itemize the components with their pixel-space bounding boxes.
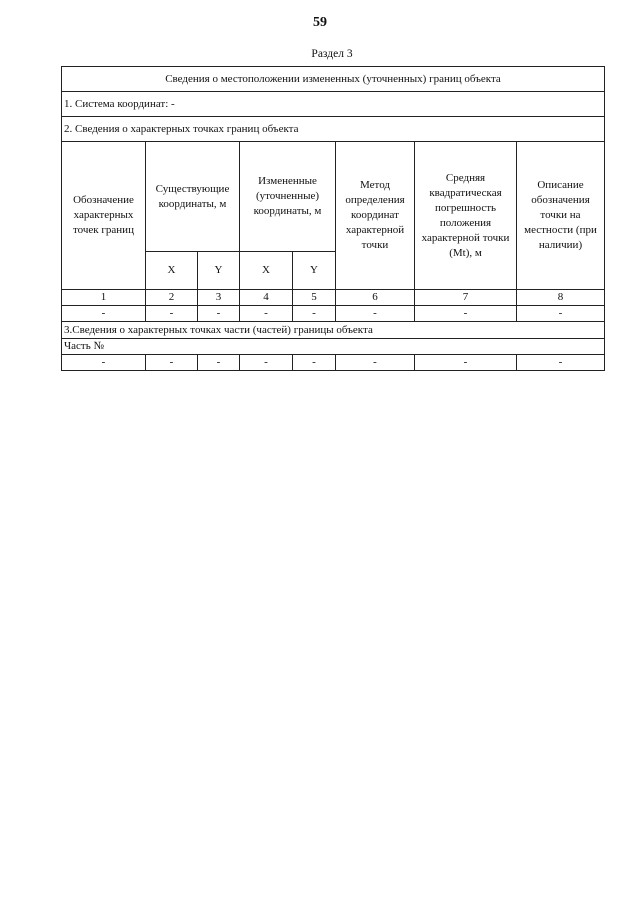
header-changed-y: Y: [293, 252, 336, 290]
header-method: Метод определения координат характерной точки: [336, 142, 415, 290]
part-heading-row: [62, 322, 605, 339]
column-number-row: [62, 290, 605, 306]
column-number: 5: [293, 290, 336, 306]
column-number: 6: [336, 290, 415, 306]
page-number: 59: [313, 15, 327, 30]
header-designation: Обозначение характерных точек границ: [62, 142, 146, 290]
section-label: Раздел 3: [311, 48, 353, 60]
table-row: [62, 355, 605, 371]
table-cell: -: [293, 306, 336, 322]
table-cell: -: [146, 355, 198, 371]
table-cell: -: [517, 306, 605, 322]
column-number: 7: [415, 290, 517, 306]
points-heading-row: [62, 117, 605, 142]
table-cell: -: [415, 355, 517, 371]
header-changed-coords: Измененные (уточненные) координаты, м: [240, 142, 336, 252]
header-error: Средняя квадратическая погрешность положения характерной точки (Mt), м: [415, 142, 517, 290]
table-cell: -: [240, 355, 293, 371]
part-label-cell: Часть №: [62, 339, 605, 355]
table-cell: -: [517, 355, 605, 371]
header-existing-y: Y: [198, 252, 240, 290]
table-cell: -: [198, 306, 240, 322]
coord-system-row: [62, 92, 605, 117]
points-heading-cell: 2. Сведения о характерных точках границ объекта: [62, 117, 605, 142]
part-heading-cell: 3.Сведения о характерных точках части (частей) границы объекта: [62, 322, 605, 339]
header-description: Описание обозначения точки на местности (при наличии): [517, 142, 605, 290]
table-title: Сведения о местоположении измененных (уточненных) границ объекта: [62, 67, 605, 92]
table-cell: -: [293, 355, 336, 371]
table-cell: -: [240, 306, 293, 322]
table-cell: -: [198, 355, 240, 371]
header-row: [62, 142, 605, 252]
table-cell: -: [146, 306, 198, 322]
header-changed-x: X: [240, 252, 293, 290]
column-number: 4: [240, 290, 293, 306]
column-number: 8: [517, 290, 605, 306]
table-cell: -: [62, 306, 146, 322]
part-label-row: [62, 339, 605, 355]
coord-system-cell: 1. Система координат: -: [62, 92, 605, 117]
table-title-row: [62, 67, 605, 92]
table-cell: -: [336, 306, 415, 322]
boundary-points-table: [61, 66, 605, 371]
table-cell: -: [336, 355, 415, 371]
header-existing-x: X: [146, 252, 198, 290]
column-number: 3: [198, 290, 240, 306]
column-number: 2: [146, 290, 198, 306]
header-existing-coords: Существующие координаты, м: [146, 142, 240, 252]
table-row: [62, 306, 605, 322]
table-cell: -: [62, 355, 146, 371]
column-number: 1: [62, 290, 146, 306]
table-cell: -: [415, 306, 517, 322]
